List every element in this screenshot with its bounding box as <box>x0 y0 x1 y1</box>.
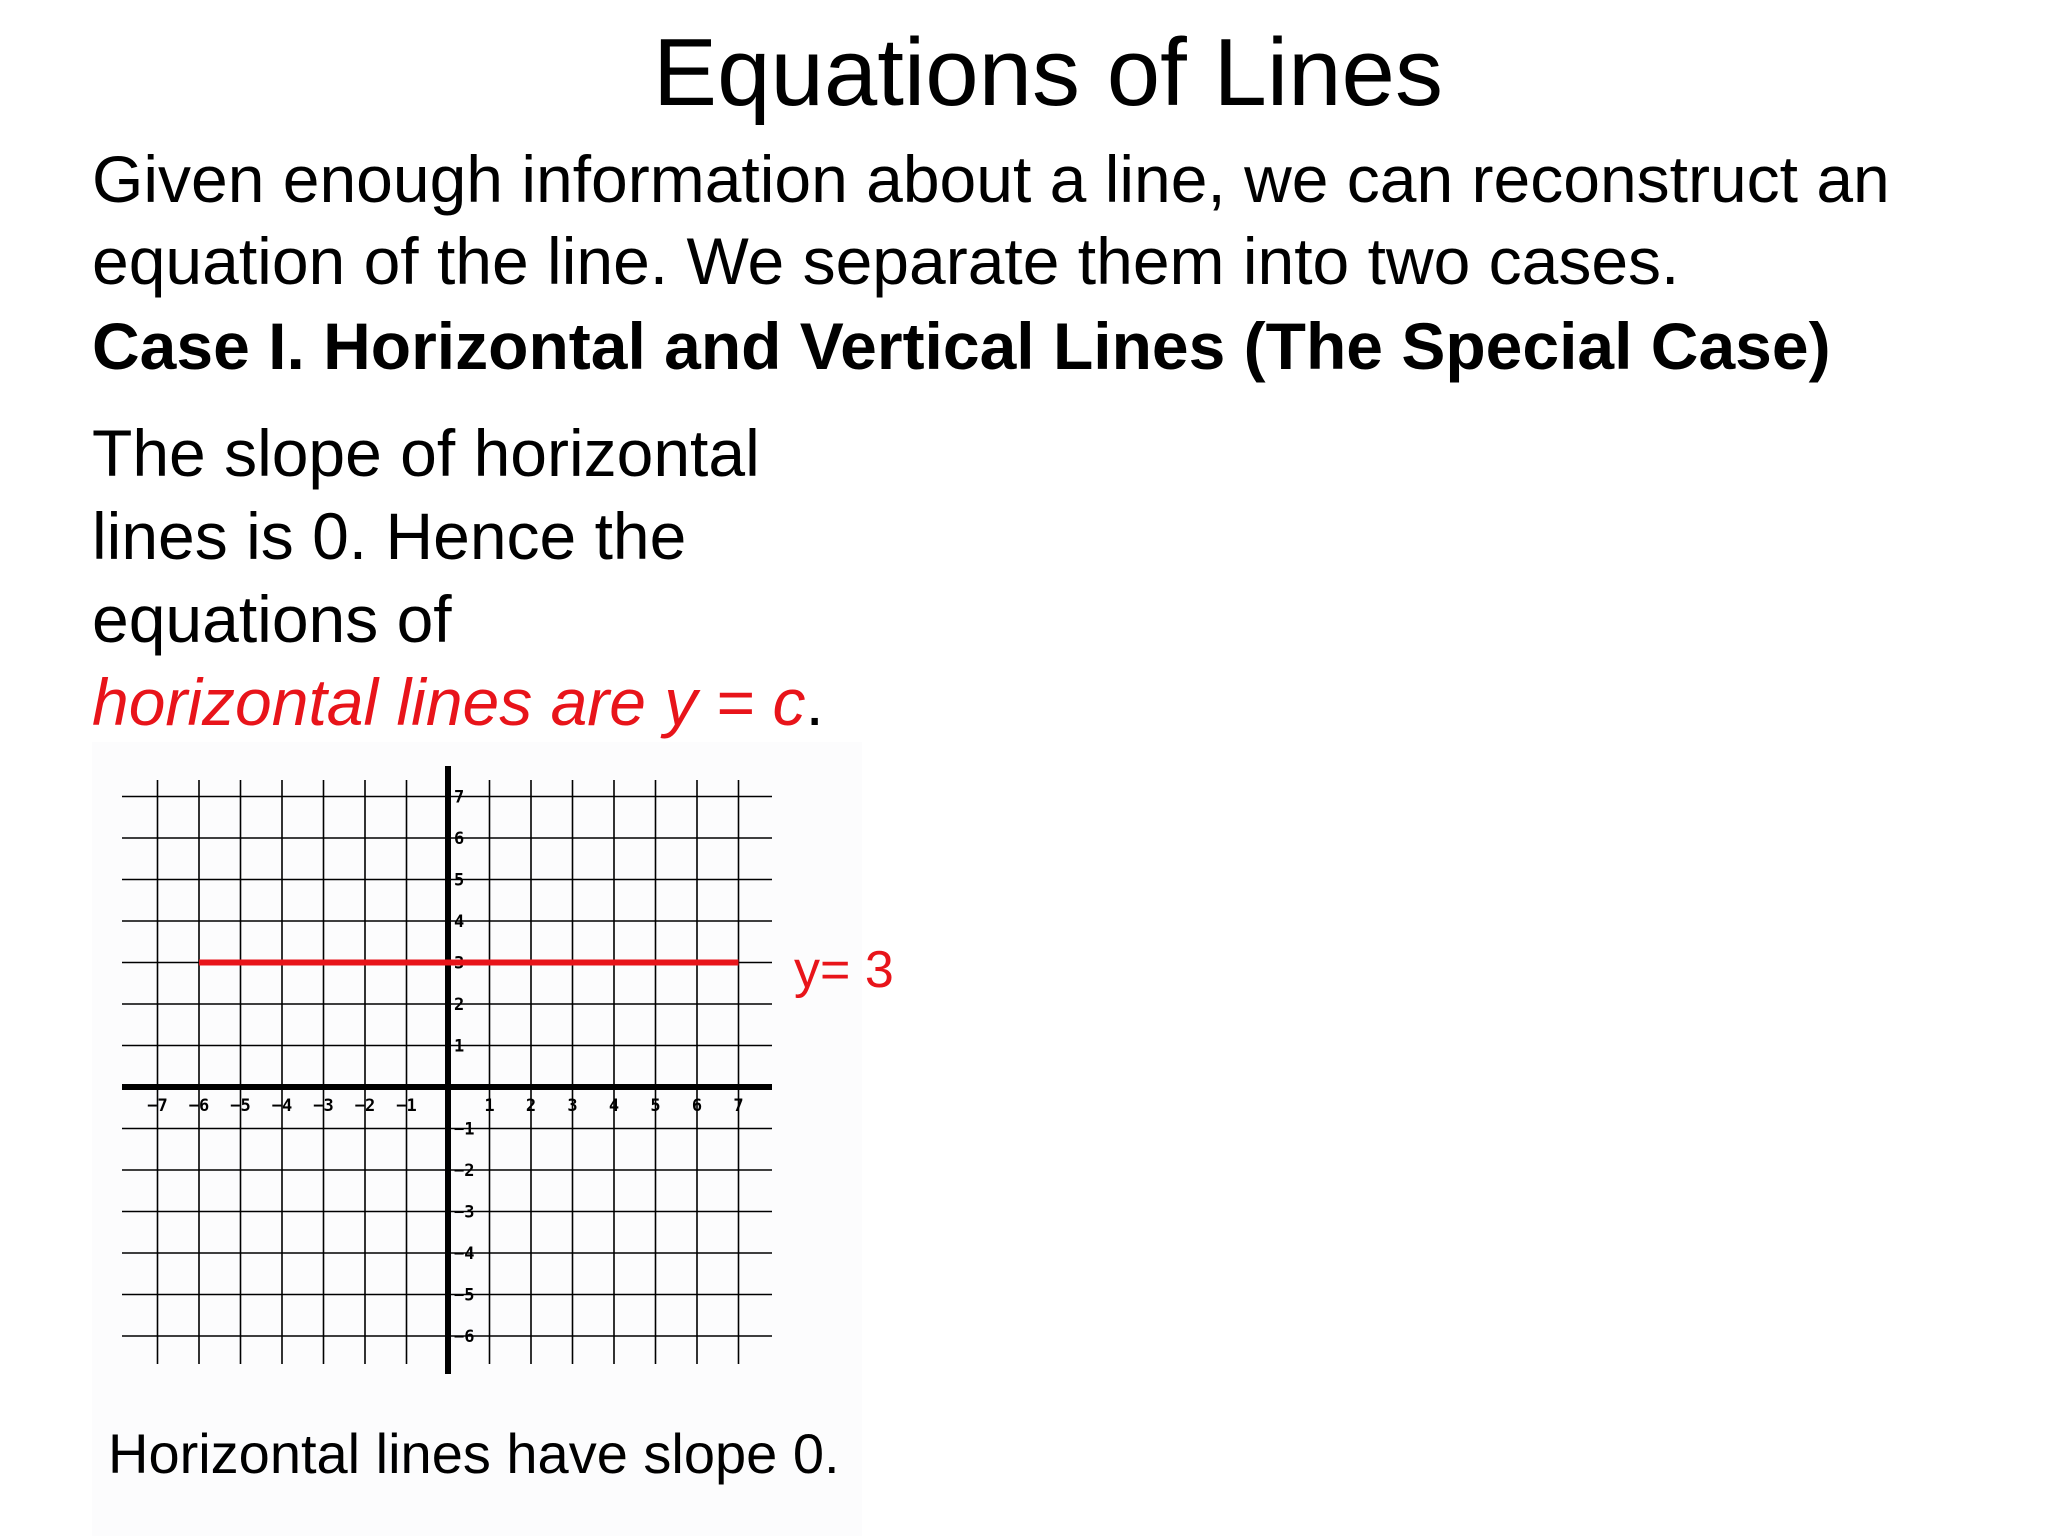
graph-caption: Horizontal lines have slope 0. <box>108 1422 840 1485</box>
page-title: Equations of Lines <box>653 19 1443 126</box>
slope-line-3: equations of <box>92 582 452 656</box>
slope-paragraph <box>92 412 872 744</box>
coordinate-grid <box>92 742 862 1382</box>
y-tick-label: 2 <box>454 995 465 1015</box>
y-tick-label: −5 <box>454 1285 475 1306</box>
y-tick-label: 3 <box>454 953 465 974</box>
horizontal-equation-highlight: horizontal lines are y = c <box>92 665 806 739</box>
line-equation-label: y= 3 <box>794 941 894 999</box>
x-tick-label: 2 <box>525 1096 537 1116</box>
x-tick-label: −1 <box>396 1096 417 1116</box>
y-tick-label: 6 <box>454 829 465 849</box>
y-tick-label: −4 <box>454 1244 475 1264</box>
x-tick-label: −2 <box>354 1096 376 1116</box>
y-tick-label: −6 <box>454 1327 475 1347</box>
y-tick-label: 7 <box>454 787 465 808</box>
slope-line-1: The slope of horizontal <box>92 416 760 490</box>
y-tick-label: 1 <box>454 1036 465 1057</box>
x-tick-label: −6 <box>188 1096 210 1116</box>
x-tick-label: 4 <box>608 1096 620 1116</box>
case-heading: Case I. Horizontal and Vertical Lines (The Special Case) <box>92 309 1831 383</box>
x-tick-label: −5 <box>230 1096 251 1116</box>
x-tick-label: −7 <box>147 1096 168 1116</box>
sentence-period: . <box>805 665 824 739</box>
slope-line-4 <box>92 661 872 744</box>
x-tick-label: −3 <box>313 1096 334 1116</box>
x-tick-label: 6 <box>691 1096 703 1116</box>
x-tick-label: 5 <box>650 1096 661 1116</box>
x-tick-label: −4 <box>271 1096 293 1116</box>
x-tick-label: 3 <box>567 1096 578 1116</box>
y-tick-label: 4 <box>454 912 465 932</box>
y-tick-label: 5 <box>454 870 465 891</box>
x-tick-label: 7 <box>733 1096 744 1116</box>
slope-line-2: lines is 0. Hence the <box>92 499 687 573</box>
y-tick-label: −2 <box>454 1161 475 1181</box>
intro-paragraph: Given enough information about a line, we can reconstruct an equation of the line. We separate them into two cases. <box>92 142 1890 298</box>
y-tick-label: −1 <box>454 1119 475 1140</box>
axes <box>122 766 772 1374</box>
x-tick-label: 1 <box>484 1096 495 1116</box>
y-tick-label: −3 <box>454 1202 475 1223</box>
graph-panel <box>92 742 862 1536</box>
